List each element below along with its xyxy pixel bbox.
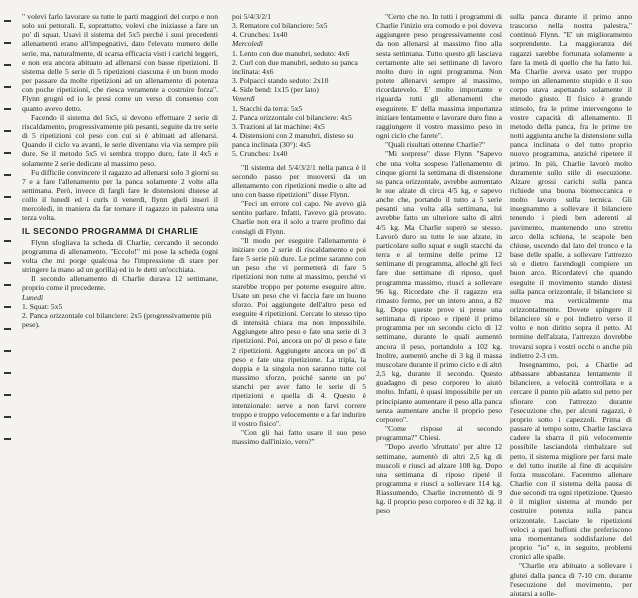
exercise-item: 2. Panca orizzontale col bilanciere: 2x5 (progressivamente più pese). xyxy=(22,310,212,329)
section-heading: IL SECONDO PROGRAMMA DI CHARLIE xyxy=(22,225,199,236)
binding-margin-marks xyxy=(4,20,14,460)
exercise-item: 2. Curl con due manubri, seduto su panca inclinata: 4x6 xyxy=(232,57,358,76)
margin-tick xyxy=(4,306,11,308)
exercise-item: 4. Crunches: 1x40 xyxy=(232,30,288,40)
paragraph: "Come rispose al secondo programma?" Chiesi. xyxy=(376,424,502,443)
exercise-item: 2. Panca orizzontale col bilanciere: 4x5 xyxy=(232,112,352,122)
paragraph: Fu difficile convincere il ragazzo ad allenarsi solo 3 giorni su 7 e a fare l'allenamento per la panca solamente 2 volte alla settimana. Però, invece di fargli fare le distensioni distese al collo il lunedì ed i curls il venerdì, flynn gheli inserì il mercoledì, in maniera da far tornare il ragazzo in palestra una terza volta. xyxy=(22,167,218,223)
text-column-4 xyxy=(510,12,632,598)
exercise-item: 4. Distensioni con 2 manubri, disteso su panca inclinata (30°): 4x5 xyxy=(232,131,354,150)
margin-tick xyxy=(4,64,11,66)
day-heading: Venerdì xyxy=(232,94,255,104)
margin-tick xyxy=(4,130,11,132)
margin-tick xyxy=(4,240,11,242)
exercise-item: 5. Crunches: 1x40 xyxy=(232,149,288,159)
exercise-item: 3. Polpacci stando seduto: 2x10 xyxy=(232,76,329,86)
paragraph: "Dopo averlo 'sfruttato' per altre 12 settimane, aumentò di altri 2,5 kg di muscoli e riuscì ad alzare 108 kg. Dopo una settimana di riposo ripeté il programma e riuscì a sollevare 114 kg. Riassumendo, Charlie incrementò di 9 kg. il proprio peso corporeo e di 32 kg. il peso xyxy=(376,442,502,516)
text-column-2 xyxy=(232,12,366,446)
paragraph: Facendo il sistema del 5x5, si devono effettuare 2 serie di riscaldamento, progressivamente più pesanti, seguite da tre serie di 5 ripetizioni col peso con cui si è abituati ad allenarsi. Quando il ciclo va avanti, le serie diventano via via sempre più dure. Se il metodo 5x5 vi sembra troppo duro, fate il 4x5 e solamente 2 serie dedicate al massimo peso. xyxy=(22,112,218,168)
paragraph: "Il sistema del 5/4/3/2/1 nella panca è il secondo passo per muoversi da un allenamento con ripetizioni medie o alte ad uno con basse ripetizioni" disse Flynn. xyxy=(232,162,366,199)
exercise-item: 3. Trazioni al lat machine: 4x5 xyxy=(232,121,325,131)
exercise-item: poi 5/4/3/2/1 xyxy=(232,12,272,21)
margin-tick xyxy=(4,328,11,330)
paragraph: "Quali risultati ottenne Charlie?" xyxy=(385,140,486,150)
margin-tick xyxy=(4,438,11,440)
paragraph: "Mi sorprese" disse Flynn "Sapevo che una volta sospeso l'allenamento di cinque giorni la settimana di distensione su panca orizzontale, avrebbe aumentato le sue alzate di circa 4/5 kg, e sapevo anche che, portando il tutto a 5 serie pesanti una volta alla settimana, lui avrebbe fatto un ulteriore salto di altri 4/5 kg. Ma Charlie superò se stesso. Lavorò duro su tutte le sue alzate, in particolare sullo squat e sugli stacchi da terra e al termine delle prime 12 settimane di programma, alloché gli feci fare due settimane di riposo, quel programma massimo, riuscì a sollevare 96 kg. Ricordate che il ragazzo era rimasto fermo, per un intero anno, a 82 kg. Dopo queste prove si prese una settimana di riposo e ripeté il primo programma per un secondo ciclo di 12 settimane, durante le quali aumentò ancora il peso, portandolo a 102 kg. Inoltre, aumentò anche di 3 kg il massa muscolare durante il primo ciclo e di altri 2,5 kg, durante il secondo. Questo guadagno di peso corporeo lo aiutò molto. Infatti, è quasi impossibile per un principiante aumentare il peso alla panca senza aumentare anche il proprio peso corporeo". xyxy=(376,149,502,424)
margin-tick xyxy=(4,284,11,286)
text-column-1 xyxy=(22,12,218,329)
paragraph: "Certo che no. In tutti i programmi di Charlie l'inizio era comodo e poi doveva aggiungere peso progressivamente così da non allenarsi al massimo fino alla sesta settimana. Tutto questo gli lasciava certamente alte sei settimane di lavoro molto duro in ogni programma. Non potete allenarvi sempre al massimo, ricordatevelo. E' molto importante e riguarda tutti gli allenamenti che eseguirete. E' della massima importanza iniziare lentamente e lavorare duro fino a raggiungere il vostro massimo peso in ogni ciclo che farete". xyxy=(376,12,502,141)
paragraph: Il secondo allenamento di Charlie durava 12 settimane, proprio come il precedente. xyxy=(22,274,218,293)
exercise-item: 4. Side bend: 1x15 (per lato) xyxy=(232,85,319,95)
day-heading: Mercoledì xyxy=(232,39,263,49)
margin-tick xyxy=(4,196,11,198)
margin-tick xyxy=(4,262,11,264)
paragraph: "Feci un errore col capo. Ne avevo già sentito parlare. Infatti, l'avevo già provato. Charlie non era il solo a trarre profitto dai consigli di Flynn. xyxy=(232,199,366,236)
exercise-item: 1. Squat: 5x5 xyxy=(22,301,63,311)
text-column-3 xyxy=(376,12,502,516)
paragraph: Flynn sfogliava la scheda di Charlie, cercando il secondo programma di allenamento. "Eccolo!" mi pose la scheda (ogni volta che mi porge qualcosa ho l'impressione di stare per stringere la mano ad un gorilla) ed io le detti un'occhiata. xyxy=(22,237,218,275)
exercise-item: 3. Rematore col bilanciere: 5x5 xyxy=(232,21,328,31)
margin-tick xyxy=(4,20,11,22)
day-heading: Lunedì xyxy=(22,292,44,302)
exercise-item: 1. Stacchi da terra: 5x5 xyxy=(232,103,303,113)
margin-tick xyxy=(4,86,11,88)
margin-tick xyxy=(4,174,11,176)
paragraph: sulla panca durante il primo anno trascorso nella nostra palestra," continuò Flynn. "E' un miglioramento sorprendente. La maggioranza dei ragazzi sarebbe fortunata solamente a fare la metà di quello che ha fatto lui. Ma Charlie aveva usato per troppo tempo un allenamento stupido e il suo corpo stava aspettando solamente il metodo giusto. Il fisico è grande stimolo, fra le prime intervengono le vostre capacità di allenamento. Il metodo della panca, fra le prime tre notti aggiunta anche la distensione sulla panca inclinata o del tutto proprio nuovo programma, anziché ripetere il primo. In più, Charlie lavorò molto duramente sullo stile di esecuzione. Alzare grossi carichi sulla panca richiede una buona biomeccanica e molto lavoro sulla tecnica. Gli insegnammo a sollevare il bilanciere tenendo i piedi ben aderenti al pavimento, mantenendo uno stretto arco della schiena, le scapole ben chiuse, uscendo dal lato del tronco e la base delle spalle, a sollevare l'attrezzo sù e dietro facendogli compiere un buon arco. Ricordatevi che quando eseguite il movimento stando distesi sulla panca orizzontale, il bilanciere si muove ma verticalmente ma orizzontalmente. Dovete spingere il bilanciere sù e poi indietro verso il volto e non diritto sopra il petto. Al termine dell'alzata, l'attrezzo dovrebbe trovarsi sopra i vostri occhi o anche più indietro 2-3 cm. xyxy=(510,12,632,360)
margin-tick xyxy=(4,372,11,374)
paragraph: "Charlie era abituato a sollevare i glutei dalla panca di 7-10 cm. durante l'esecuzione del movimento, per aiutarsi a solle- xyxy=(510,561,632,598)
margin-tick xyxy=(4,108,11,110)
margin-tick xyxy=(4,416,11,418)
margin-tick xyxy=(4,152,11,154)
exercise-item: 1. Lento con due manubri, seduto: 4x6 xyxy=(232,48,350,58)
paragraph: "Con gli hai fatto usare il suo peso massimo dall'inizio, vero?" xyxy=(232,428,366,447)
paragraph: "Il modo per eseguire l'allenamento è iniziare con 2 serie di riscaldamento e poi fare 5 serie più dure. Le prime saranno con un peso che vi permetterà di fare 5 ripetizioni non tutte al massimo, perché vi starebbe troppo per poterne eseguire altre. Usate un peso che vi faccia fare un buono sforzo. Poi aggiungete dell'altro peso ed eseguite 4 ripetizioni. Cercate lo stesso tipo di intensità chiara ma non impossibile. Aggiungete altro peso e fate una serie di 3 ripetizioni. Poi, ancora un po' di peso e fate 2 ripetizioni. Aggiungete ancora un po' di peso e fate una ripetizione. La tripla, la doppia e la singola non saranno tutte col massimo sforzo, poiché sarete un po' stanchi per aver fatto le serie di 5 ripetizioni e quella di 4. Questo è intenzionale: serve a non farvi correre troppo e troppo velocemente e a far indurire il vostro fisico". xyxy=(232,235,366,428)
margin-tick xyxy=(4,218,11,220)
paragraph: " volevi farlo lavorare su tutte le parti maggiori del corpo e non solo sui pettorali. E, soprattutto, volevi che iniziasse a fare un po' di squat. Usavi il sistema del 5x5 perché i suoi precedenti allenamenti erano all'impegnativi, dato l'elevato numero delle serie, ma, naturalmente, di scarsa efficacia visti i carichi leggeri, e non era ancora abituato ad allenarsi con basse ripetizioni. Il sistema delle 5 serie di 5 ripetizioni ciascuna è un buon modo per passare da molte ripetizioni ad un allenamento di potenza con poche ripetizioni, che riesca veramente a costruire forza". Flynn grugnì ed io le presi come un verso di consenso con quanto avevo detto. xyxy=(22,12,218,113)
margin-tick xyxy=(4,42,11,44)
margin-tick xyxy=(4,350,11,352)
paragraph: Insegnammo, poi, a Charlie ad abbassare abbastanza lentamente il bilanciere, a velocità controllata e a cercare il punto più adatto sul petto per sfiorare con l'attrezzo durante l'esecuzione che, per alcuni ragazzi, è proprio sotto i capezzoli. Prima di passare al tempo sotto, Charlie lasciava cadere la sbarra il più velocemente possibile lasciandola rimbalzare sul petto, il sistema migliore per farsi male e del tutto inutile al fine di acquisire forza muscolare. Facemmo allenare Charlie con il sistema della pausa di due secondi tra ogni ripetizione. Questo è il miglior sistema al mondo per costruire potenza sulla panca orizzontale. Lasciate le ripetizioni veloci a quei buffoni che preferiscono una momentanea soddisfazione del proprio "io" e, in seguito, problemi cronici alle spalle. xyxy=(510,359,632,562)
margin-tick xyxy=(4,394,11,396)
